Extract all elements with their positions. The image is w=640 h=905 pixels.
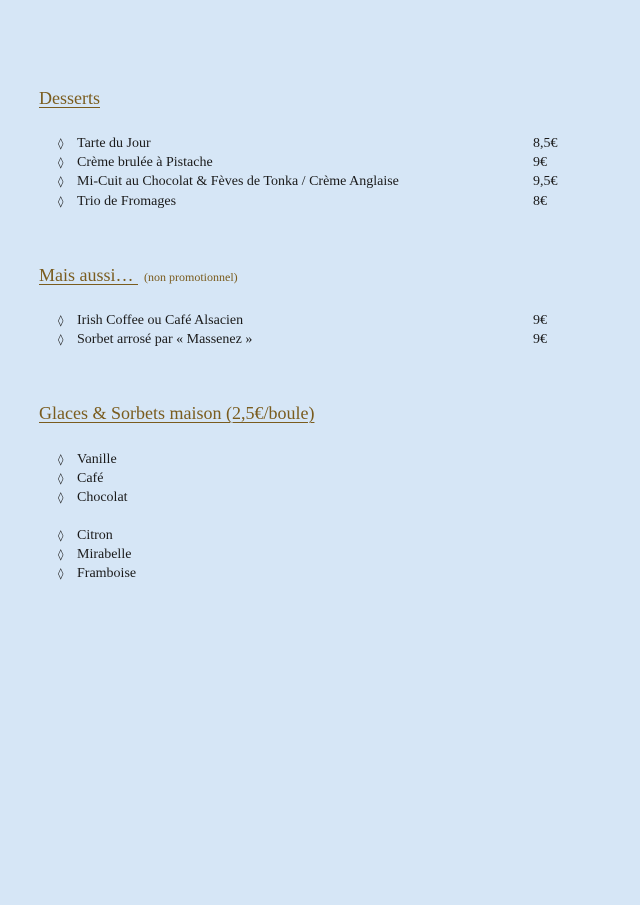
mais-aussi-heading	[39, 265, 599, 286]
list-item	[39, 488, 599, 507]
item-label: Tarte du Jour	[77, 136, 151, 151]
item-price: 8€	[533, 193, 547, 209]
glaces-list-2	[39, 526, 599, 584]
diamond-bullet-icon: ◊	[58, 491, 64, 505]
list-item	[39, 134, 599, 153]
mais-aussi-note: (non promotionnel)	[144, 270, 238, 284]
item-label: Chocolat	[77, 490, 128, 506]
diamond-bullet-icon: ◊	[58, 314, 64, 327]
item-price: 8,5€	[533, 136, 558, 151]
item-price: 9,5€	[533, 174, 558, 190]
item-label: Vanille	[77, 452, 117, 467]
list-item	[39, 153, 599, 172]
glaces-section	[39, 403, 599, 582]
glaces-heading: Glaces & Sorbets maison (2,5€/boule)	[39, 403, 315, 423]
item-label: Mi-Cuit au Chocolat & Fèves de Tonka / Crème Anglaise	[77, 174, 399, 190]
list-item	[39, 564, 599, 583]
list-item	[39, 192, 599, 211]
diamond-bullet-icon: ◊	[58, 175, 64, 189]
item-price: 9€	[533, 313, 547, 328]
diamond-bullet-icon: ◊	[58, 529, 64, 542]
list-item	[39, 526, 599, 545]
diamond-bullet-icon: ◊	[58, 472, 64, 486]
diamond-bullet-icon: ◊	[58, 333, 64, 347]
diamond-bullet-icon: ◊	[58, 567, 64, 581]
mais-aussi-section	[39, 265, 599, 348]
item-price: 9€	[533, 332, 547, 348]
glaces-list-1	[39, 450, 599, 508]
desserts-section	[39, 88, 599, 209]
diamond-bullet-icon: ◊	[58, 453, 64, 466]
diamond-bullet-icon: ◊	[58, 548, 64, 562]
item-label: Crème brulée à Pistache	[77, 155, 213, 171]
list-item	[39, 172, 599, 191]
item-label: Mirabelle	[77, 547, 132, 563]
item-label: Café	[77, 471, 104, 487]
desserts-heading: Desserts	[39, 88, 100, 108]
item-label: Citron	[77, 528, 113, 543]
item-label: Irish Coffee ou Café Alsacien	[77, 313, 244, 328]
desserts-list	[39, 134, 599, 211]
item-label: Framboise	[77, 566, 137, 582]
item-label: Trio de Fromages	[77, 193, 177, 209]
list-item	[39, 450, 599, 469]
list-item	[39, 469, 599, 488]
mais-aussi-title: Mais aussi…	[39, 265, 138, 285]
list-item	[39, 311, 599, 330]
list-item	[39, 545, 599, 564]
mais-aussi-list	[39, 311, 599, 349]
diamond-bullet-icon: ◊	[58, 194, 64, 208]
list-item	[39, 330, 599, 349]
item-price: 9€	[533, 155, 547, 171]
item-label: Sorbet arrosé par « Massenez »	[77, 332, 253, 348]
diamond-bullet-icon: ◊	[58, 137, 64, 150]
diamond-bullet-icon: ◊	[58, 156, 64, 170]
